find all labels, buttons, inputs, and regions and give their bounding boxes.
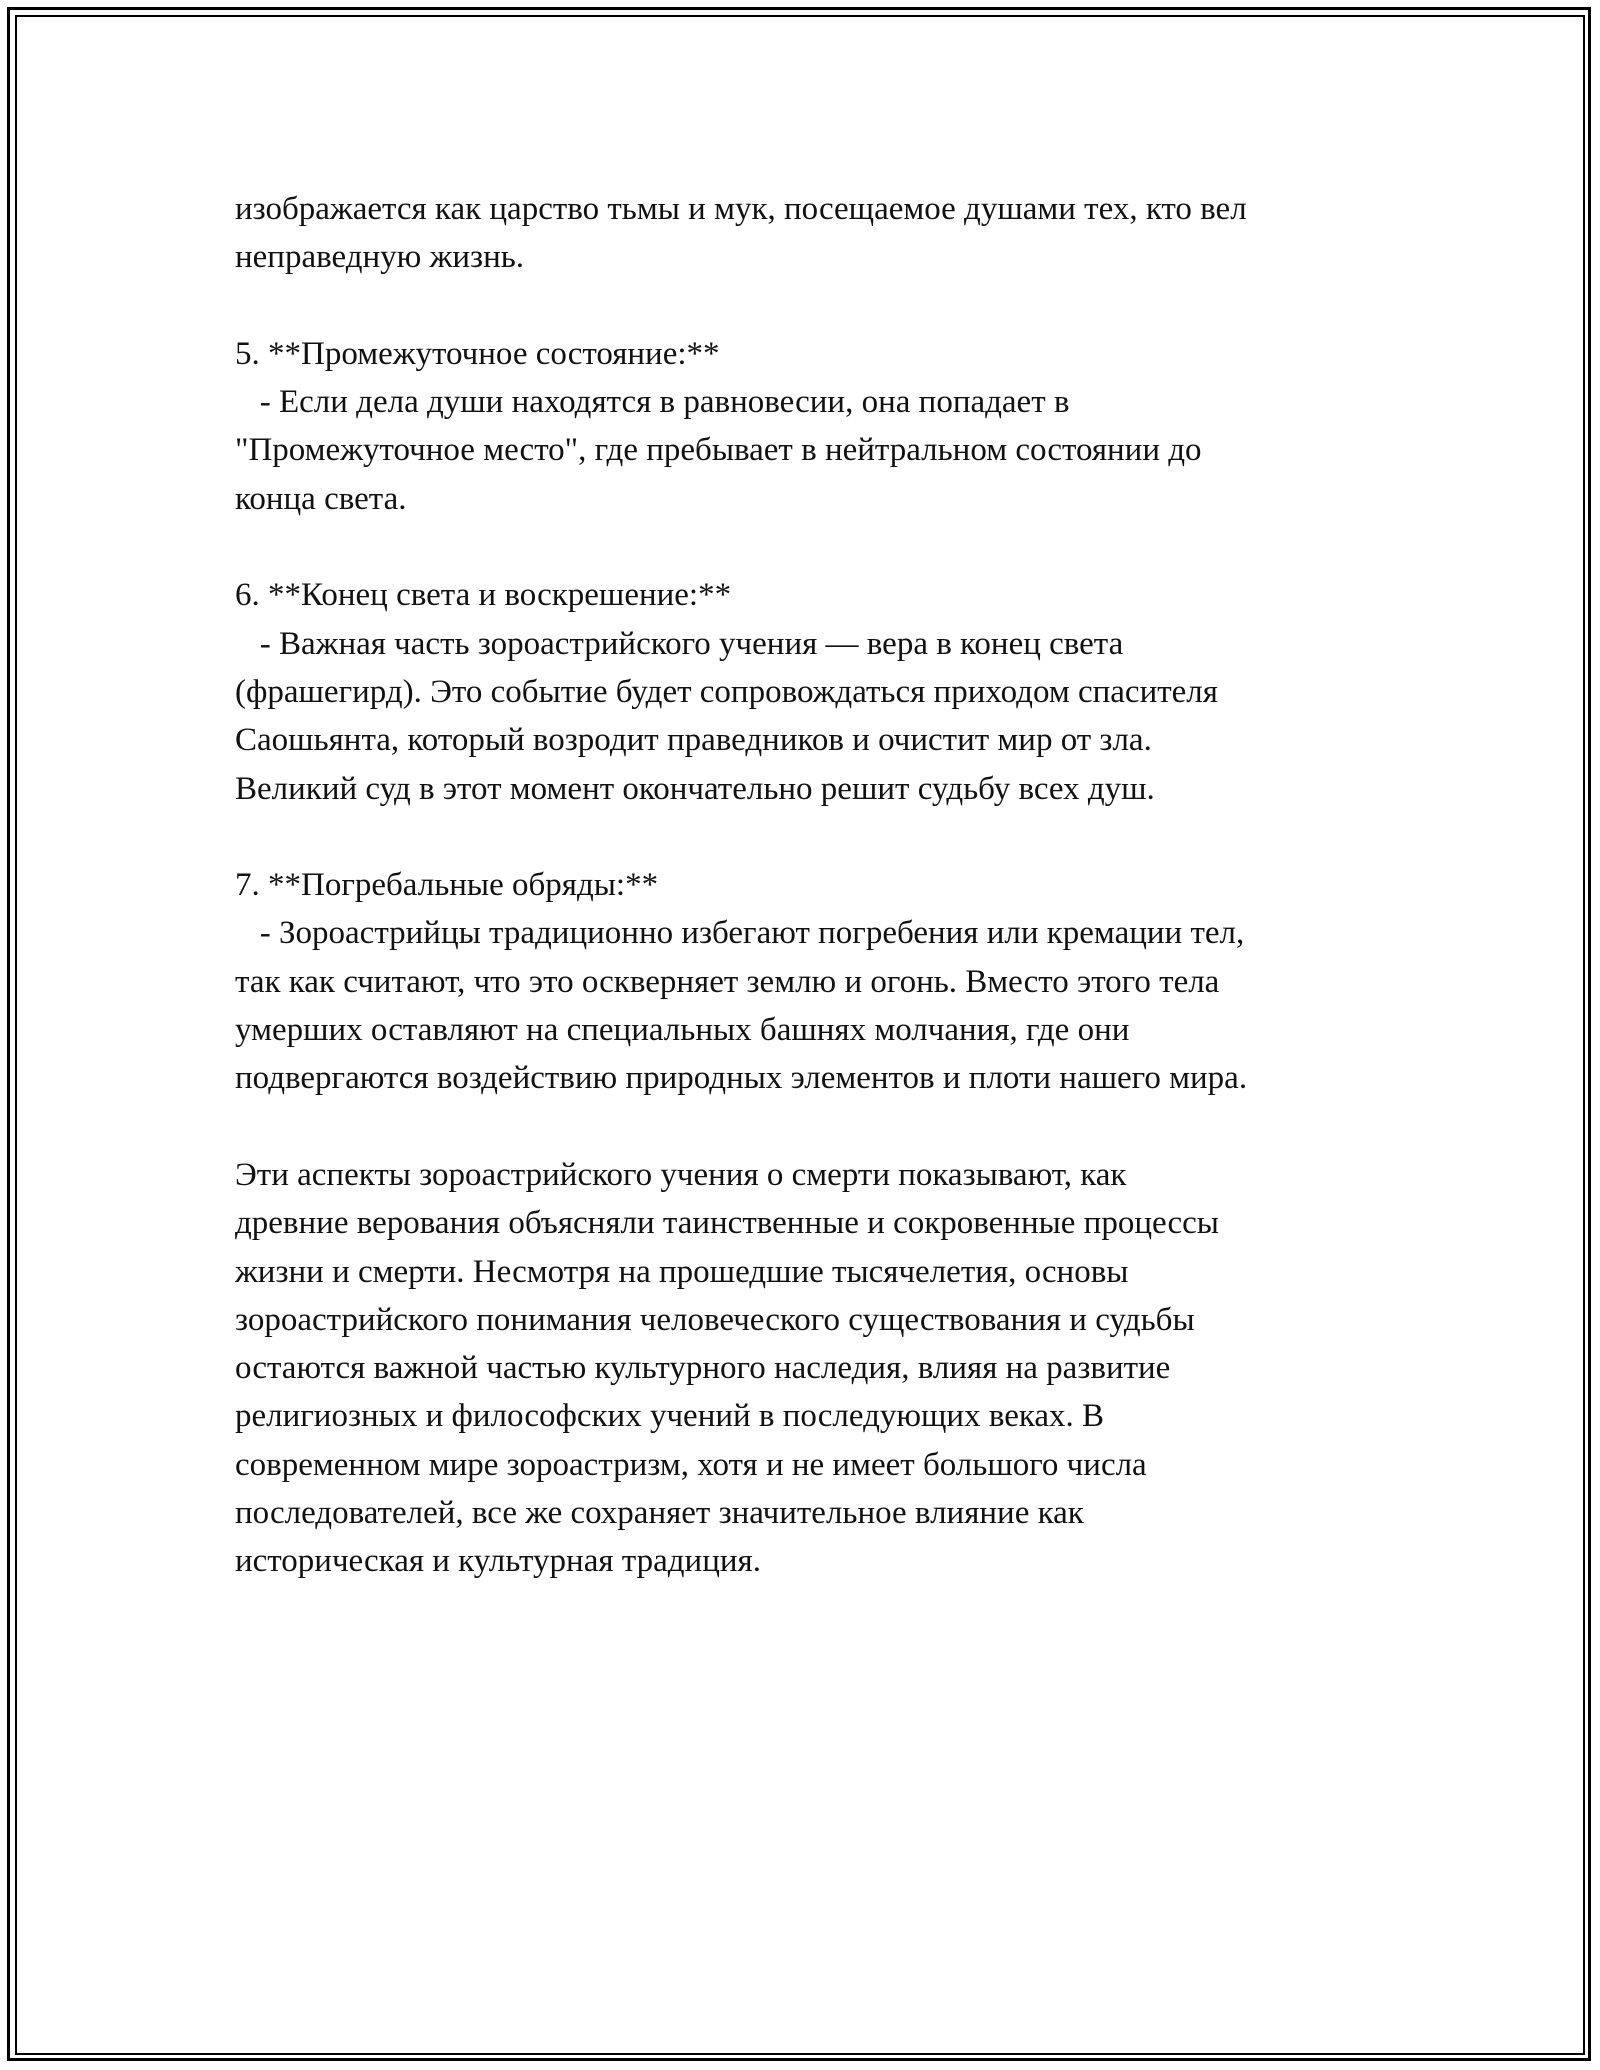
- text-line: религиозных и философских учений в последующих веках. В: [235, 1398, 1105, 1435]
- paragraph-gap: [235, 1103, 1395, 1151]
- text-line: древние верования объясняли таинственные и сокровенные процессы: [235, 1205, 1219, 1242]
- text-line: зороастрийского понимания человеческого существования и судьбы: [235, 1301, 1195, 1338]
- section-end-of-world: [235, 571, 1395, 812]
- text-line: конца света.: [235, 480, 407, 517]
- text-line: историческая и культурная традиция.: [235, 1543, 761, 1580]
- conclusion-paragraph: [235, 1151, 1395, 1586]
- text-line: Саошьянта, который возродит праведников и очистит мир от зла.: [235, 722, 1152, 759]
- text-line: подвергаются воздействию природных элементов и плоти нашего мира.: [235, 1060, 1248, 1097]
- text-line: умерших оставляют на специальных башнях молчания, где они: [235, 1012, 1130, 1049]
- text-line: последователей, все же сохраняет значительное влияние как: [235, 1495, 1084, 1532]
- section-intermediate-state: [235, 330, 1395, 523]
- text-line: - Важная часть зороастрийского учения — вера в конец света: [235, 625, 1124, 662]
- paragraph-gap: [235, 282, 1395, 330]
- text-line: остаются важной частью культурного наследия, влияя на развитие: [235, 1350, 1171, 1387]
- section-heading: 6. **Конец света и воскрешение:**: [235, 577, 732, 614]
- text-line: - Зороастрийцы традиционно избегают погребения или кремации тел,: [235, 915, 1245, 952]
- section-funeral-rites: [235, 861, 1395, 1102]
- section-heading: 5. **Промежуточное состояние:**: [235, 335, 720, 372]
- intro-continuation: [235, 185, 1395, 282]
- text-line: неправедную жизнь.: [235, 239, 525, 276]
- text-line: жизни и смерти. Несмотря на прошедшие тысячелетия, основы: [235, 1253, 1129, 1290]
- paragraph-gap: [235, 523, 1395, 571]
- text-line: так как считают, что это оскверняет землю и огонь. Вместо этого тела: [235, 963, 1220, 1000]
- text-line: (фрашегирд). Это событие будет сопровождаться приходом спасителя: [235, 673, 1218, 710]
- section-heading: 7. **Погребальные обряды:**: [235, 867, 659, 904]
- text-line: Великий суд в этот момент окончательно решит судьбу всех душ.: [235, 770, 1155, 807]
- paragraph-gap: [235, 813, 1395, 861]
- text-line: изображается как царство тьмы и мук, посещаемое душами тех, кто вел: [235, 191, 1247, 227]
- text-line: - Если дела души находятся в равновесии, она попадает в: [235, 384, 1070, 421]
- text-line: современном мире зороастризм, хотя и не имеет большого числа: [235, 1446, 1147, 1483]
- text-line: "Промежуточное место", где пребывает в нейтральном состоянии до: [235, 432, 1202, 469]
- text-line: Эти аспекты зороастрийского учения о смерти показывают, как: [235, 1156, 1127, 1193]
- document-body: [235, 185, 1395, 1586]
